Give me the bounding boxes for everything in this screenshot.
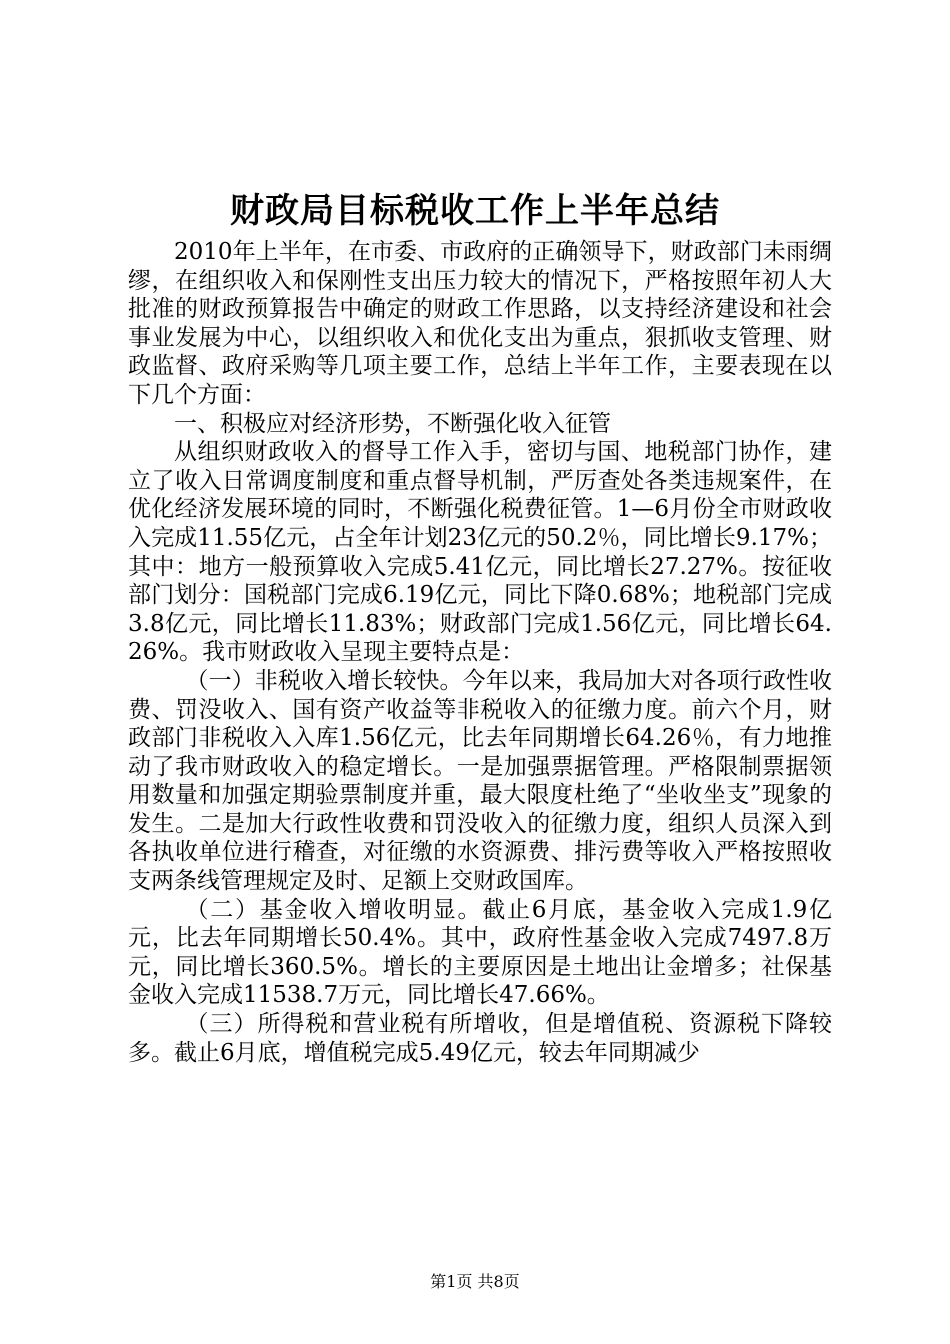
section-1-paragraph: 从组织财政收入的督导工作入手，密切与国、地税部门协作，建立了收入日常调度制度和重点督导机制，严厉查处各类违规案件，在优化经济发展环境的同时，不断强化税费征管。1—6月份全市财政收入完成11.55亿元，占全年计划23亿元的50.2％，同比增长9.17%；其中：地方一般预算收入完成5.41亿元，同比增长27.27%。按征收部门划分：国税部门完成6.19亿元，同比下降0.68%；地税部门完成3.8亿元，同比增长11.83%；财政部门完成1.56亿元，同比增长64.26%。我市财政收入呈现主要特点是： — [128, 439, 832, 666]
section-heading-1: 一、积极应对经济形势，不断强化收入征管 — [174, 410, 611, 437]
subsection-1-paragraph: （一）非税收入增长较快。今年以来，我局加大对各项行政性收费、罚没收入、国有资产收益等非税收入的征缴力度。前六个月，财政部门非税收入入库1.56亿元，比去年同期增长64.26％，有力地推动了我市财政收入的稳定增长。一是加强票据管理。严格限制票据领用数量和加强定期验票制度并重，最大限度杜绝了“坐收坐支”现象的发生。二是加大行政性收费和罚没收入的征缴力度，组织人员深入到各执收单位进行稽查，对征缴的水资源费、排污费等收入严格按照收支两条线管理规定及时、足额上交财政国库。 — [128, 667, 832, 895]
subsection-2-paragraph: （二）基金收入增收明显。截止6月底，基金收入完成1.9亿元，比去年同期增长50.4%。其中，政府性基金收入完成7497.8万元，同比增长360.5%。增长的主要原因是土地出让金增多；社保基金收入完成11538.7万元，同比增长47.66%。 — [128, 896, 832, 1009]
document-title: 财政局目标税收工作上半年总结 — [230, 191, 720, 231]
page-number-footer: 第1页 共8页 — [430, 1272, 520, 1291]
intro-paragraph: 2010年上半年，在市委、市政府的正确领导下，财政部门未雨绸缪，在组织收入和保刚性支出压力较大的情况下，严格按照年初人大批准的财政预算报告中确定的财政工作思路，以支持经济建设和社会事业发展为中心，以组织收入和优化支出为重点，狠抓收支管理、财政监督、政府采购等几项主要工作，总结上半年工作，主要表现在以下几个方面： — [128, 239, 832, 408]
subsection-3-paragraph: （三）所得税和营业税有所增收，但是增值税、资源税下降较多。截止6月底，增值税完成5.49亿元，较去年同期减少 — [128, 1011, 832, 1066]
document-body — [128, 238, 832, 1067]
